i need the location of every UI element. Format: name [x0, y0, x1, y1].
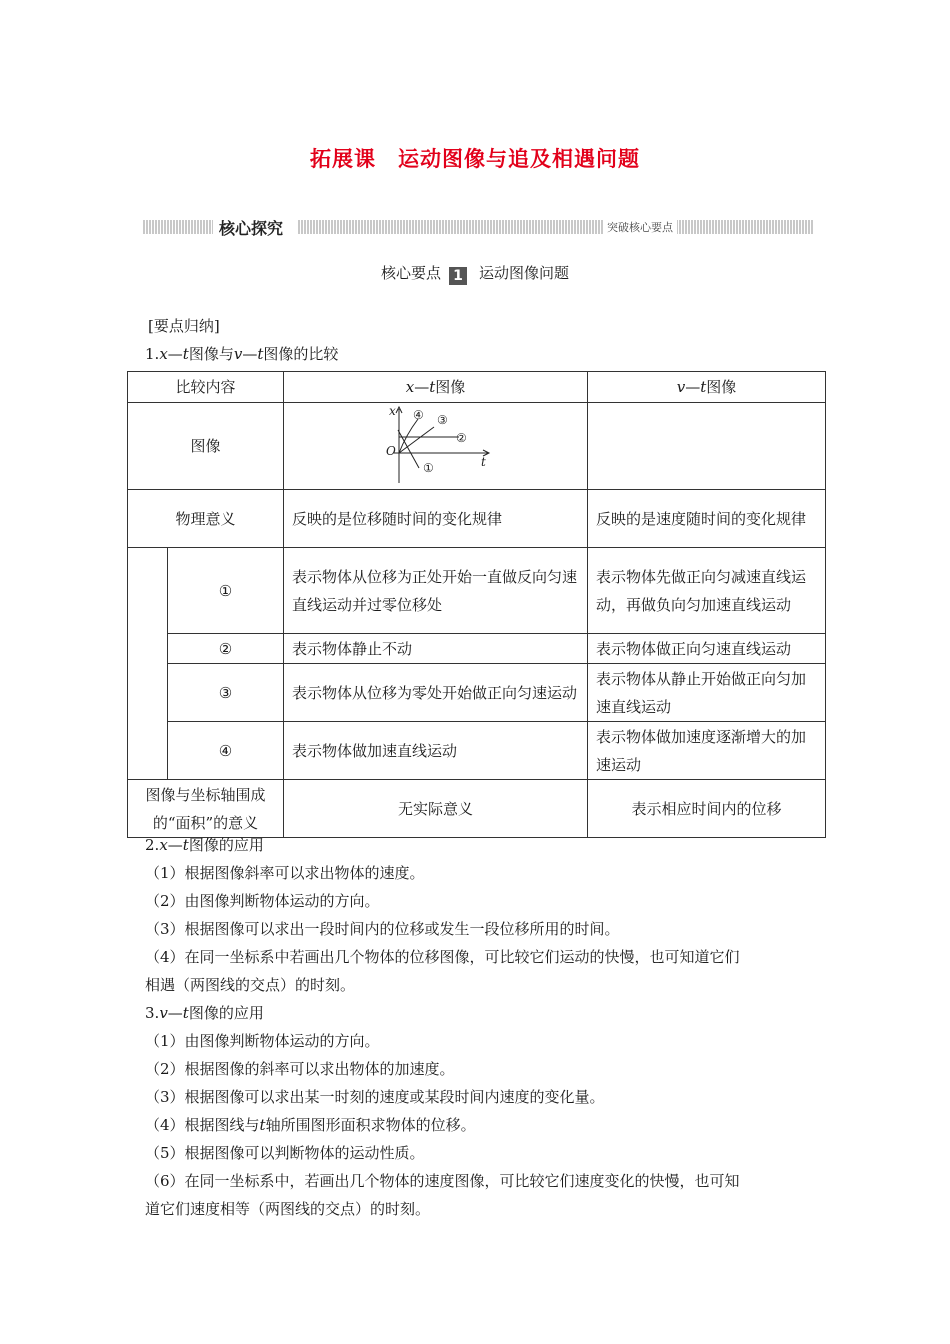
axis-t-label: t [481, 455, 486, 469]
table-row [128, 548, 826, 634]
header-xt-label: 图像 [435, 378, 466, 396]
xt-graph-cell [284, 403, 588, 490]
subheading-prefix: 核心要点 [380, 264, 441, 282]
row-label-image: 图像 [128, 403, 284, 490]
summary-label: [要点归纳] [148, 317, 220, 335]
item3-line: （2）根据图像的斜率可以求出物体的加速度。 [145, 1060, 455, 1078]
item3-title-rest: 图像的应用 [188, 1004, 264, 1022]
item2-line: 相遇（两图线的交点）的时刻。 [145, 976, 356, 994]
var-t: t [257, 345, 264, 363]
subheading-text: 运动图像问题 [479, 264, 570, 282]
table-row [128, 634, 826, 664]
item1-num: 1. [145, 345, 160, 363]
subheading-number: 1 [449, 267, 467, 285]
item2-line: （2）由图像判断物体运动的方向。 [145, 892, 380, 910]
row-xt: 表示物体从位移为正处开始一直做反向匀速直线运动并过零位移处 [284, 548, 588, 634]
row-vt: 表示物体从静止开始做正向匀加速直线运动 [588, 664, 826, 722]
subheading [0, 262, 950, 285]
dash: — [242, 345, 258, 363]
axis-x-label: x [389, 404, 396, 418]
marker-4: ④ [413, 408, 424, 422]
item3-line: （3）根据图像可以求出某一时刻的速度或某段时间内速度的变化量。 [145, 1088, 605, 1106]
table-row-physics [128, 490, 826, 548]
var-t: t [182, 836, 189, 854]
table-row-image [128, 403, 826, 490]
item2-title [145, 834, 264, 855]
item1-title [145, 343, 338, 364]
item2-title-rest: 图像的应用 [188, 836, 264, 854]
var-t: t [700, 378, 707, 396]
item3-line: （5）根据图像可以判断物体的运动性质。 [145, 1144, 425, 1162]
xt-graph-figure [284, 403, 587, 489]
band-stripe-right [298, 220, 813, 234]
table-row [128, 664, 826, 722]
header-compare: 比较内容 [128, 372, 284, 403]
row-xt: 表示物体静止不动 [284, 634, 588, 664]
area-vt: 表示相应时间内的位移 [588, 780, 826, 838]
row-label: ③ [168, 664, 284, 722]
dash: — [685, 378, 701, 396]
item3-line4-a: （4）根据图线与 [145, 1116, 260, 1134]
var-t: t [259, 1116, 266, 1134]
var-x: x [159, 836, 168, 854]
item3-line: （6）在同一坐标系中，若画出几个物体的速度图像，可比较它们速度变化的快慢，也可知 [145, 1172, 740, 1190]
page-title: 拓展课 运动图像与追及相遇问题 [310, 147, 640, 171]
row-vt: 表示物体先做正向匀减速直线运动，再做负向匀加速直线运动 [588, 548, 826, 634]
table-row-area [128, 780, 826, 838]
header-vt-label: 图像 [706, 378, 737, 396]
row-label: ④ [168, 722, 284, 780]
item1-text-b: 图像的比较 [263, 345, 339, 363]
item3-title [145, 1002, 264, 1023]
var-v: v [159, 1004, 168, 1022]
origin-label: O [386, 444, 396, 458]
dash: — [167, 345, 183, 363]
section-band [143, 215, 813, 239]
row-vt: 表示物体做正向匀速直线运动 [588, 634, 826, 664]
header-vt [588, 372, 826, 403]
physics-xt: 反映的是位移随时间的变化规律 [284, 490, 588, 548]
comparison-table [127, 371, 826, 838]
row-vt: 表示物体做加速度逐渐增大的加速运动 [588, 722, 826, 780]
line-3 [399, 427, 434, 453]
dash: — [167, 1004, 183, 1022]
table-header-row [128, 372, 826, 403]
band-stripe-left [143, 220, 213, 234]
var-v: v [676, 378, 686, 396]
item3-line: （1）由图像判断物体运动的方向。 [145, 1032, 380, 1050]
item2-line: （4）在同一坐标系中若画出几个物体的位移图像，可比较它们运动的快慢，也可知道它们 [145, 948, 740, 966]
section-band-label: 突破核心要点 [603, 219, 677, 235]
blank-merged-cell [128, 548, 168, 780]
item2-num: 2. [145, 836, 160, 854]
var-t: t [182, 1004, 189, 1022]
item2-line: （1）根据图像斜率可以求出物体的速度。 [145, 864, 425, 882]
var-t: t [429, 378, 436, 396]
row-xt: 表示物体从位移为零处开始做正向匀速运动 [284, 664, 588, 722]
row-xt: 表示物体做加速直线运动 [284, 722, 588, 780]
var-x: x [405, 378, 415, 396]
row-label: ① [168, 548, 284, 634]
row-label-physics: 物理意义 [128, 490, 284, 548]
item1-text-a: 图像与 [188, 345, 234, 363]
vt-graph-cell [588, 403, 826, 490]
marker-3: ③ [437, 413, 448, 427]
section-band-title: 核心探究 [213, 216, 289, 239]
item3-line [145, 1114, 476, 1135]
row-label-area: 图像与坐标轴围成的“面积”的意义 [128, 780, 284, 838]
item3-line: 道它们速度相等（两图线的交点）的时刻。 [145, 1200, 431, 1218]
var-v: v [233, 345, 243, 363]
row-label: ② [168, 634, 284, 664]
item3-line4-b: 轴所围图形面积求物体的位移。 [265, 1116, 476, 1134]
dash: — [167, 836, 183, 854]
dash: — [414, 378, 430, 396]
table-row [128, 722, 826, 780]
var-t: t [182, 345, 189, 363]
item2-line: （3）根据图像可以求出一段时间内的位移或发生一段位移所用的时间。 [145, 920, 620, 938]
header-xt [284, 372, 588, 403]
area-xt: 无实际意义 [284, 780, 588, 838]
physics-vt: 反映的是速度随时间的变化规律 [588, 490, 826, 548]
item3-num: 3. [145, 1004, 160, 1022]
var-x: x [159, 345, 168, 363]
marker-1: ① [423, 461, 434, 475]
marker-2: ② [456, 431, 467, 445]
